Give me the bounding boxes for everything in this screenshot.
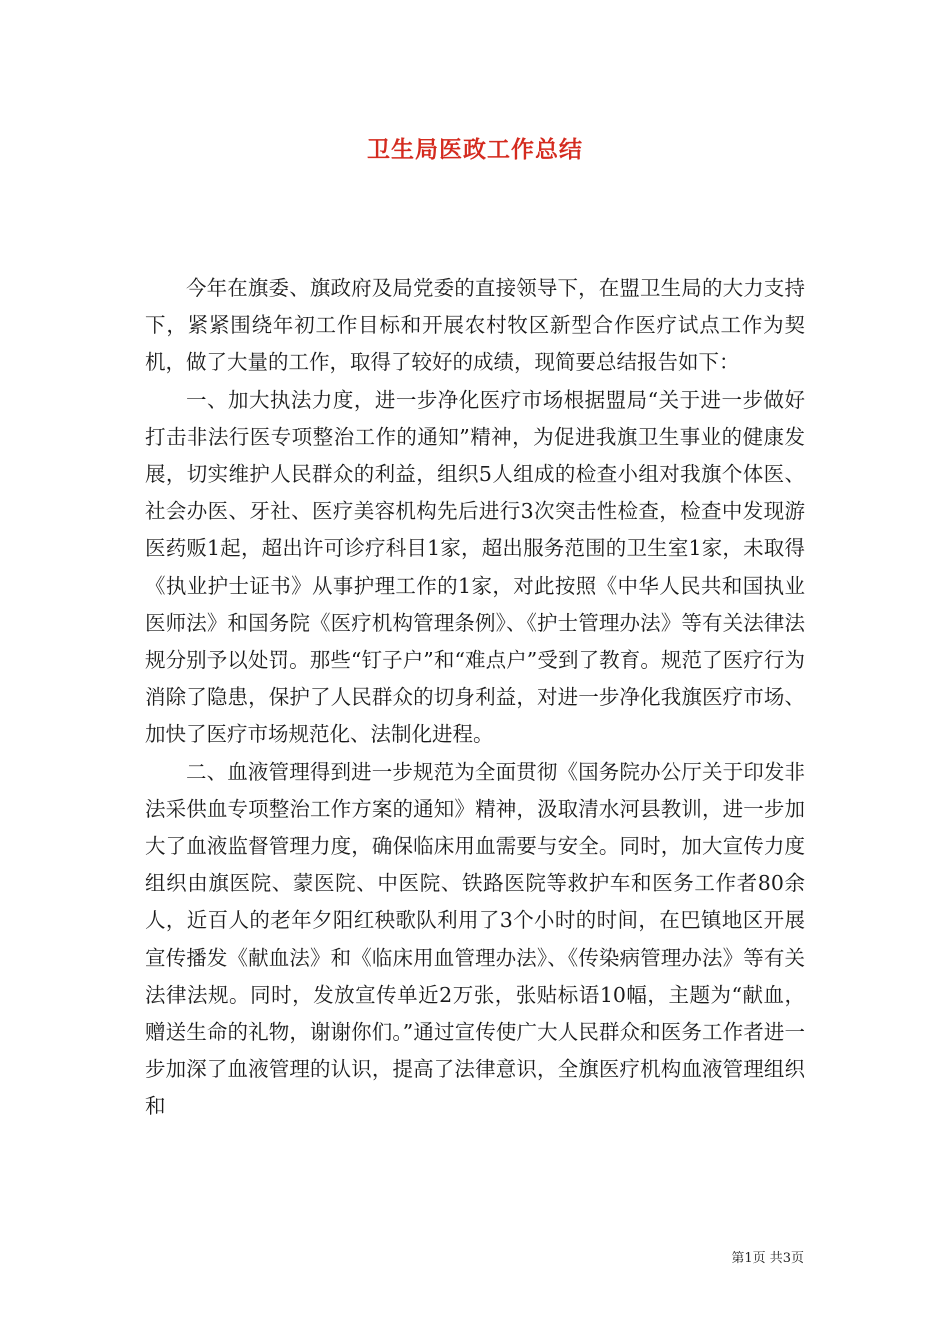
paragraph-section-1: 一、加大执法力度，进一步净化医疗市场根据盟局“关于进一步做好打击非法行医专项整治工作的通知”精神，为促进我旗卫生事业的健康发展，切实维护人民群众的利益，组织5人组成的检查小组对我旗个体医、社会办医、牙社、医疗美容机构先后进行3次突击性检查，检查中发现游医药贩1起，超出许可诊疗科目1家，超出服务范围的卫生室1家，未取得《执业护士证书》从事护理工作的1家，对此按照《中华人民共和国执业医师法》和国务院《医疗机构管理条例》、《护士管理办法》等有关法律法规分别予以处罚。那些“钉子户”和“难点户”受到了教育。规范了医疗行为消除了隐患，保护了人民群众的切身利益，对进一步净化我旗医疗市场、加快了医疗市场规范化、法制化进程。 xyxy=(145,387,805,747)
page-number: 第1页 共3页 xyxy=(731,1251,804,1266)
document-body xyxy=(145,270,805,1126)
document-title: 卫生局医政工作总结 xyxy=(367,136,583,163)
paragraph-section-2: 二、血液管理得到进一步规范为全面贯彻《国务院办公厅关于印发非法采供血专项整治工作方案的通知》精神，汲取清水河县教训，进一步加大了血液监督管理力度，确保临床用血需要与安全。同时，加大宣传力度组织由旗医院、蒙医院、中医院、铁路医院等救护车和医务工作者80余人，近百人的老年夕阳红秧歌队利用了3个小时的时间，在巴镇地区开展宣传播发《献血法》和《临床用血管理办法》、《传染病管理办法》等有关法律法规。同时，发放宣传单近2万张，张贴标语10幅，主题为“献血，赠送生命的礼物，谢谢你们。”通过宣传使广大人民群众和医务工作者进一步加深了血液管理的认识，提高了法律意识，全旗医疗机构血液管理组织和 xyxy=(145,759,805,1119)
paragraph-intro: 今年在旗委、旗政府及局党委的直接领导下，在盟卫生局的大力支持下，紧紧围绕年初工作目标和开展农村牧区新型合作医疗试点工作为契机，做了大量的工作，取得了较好的成绩，现简要总结报告如下： xyxy=(145,276,805,375)
